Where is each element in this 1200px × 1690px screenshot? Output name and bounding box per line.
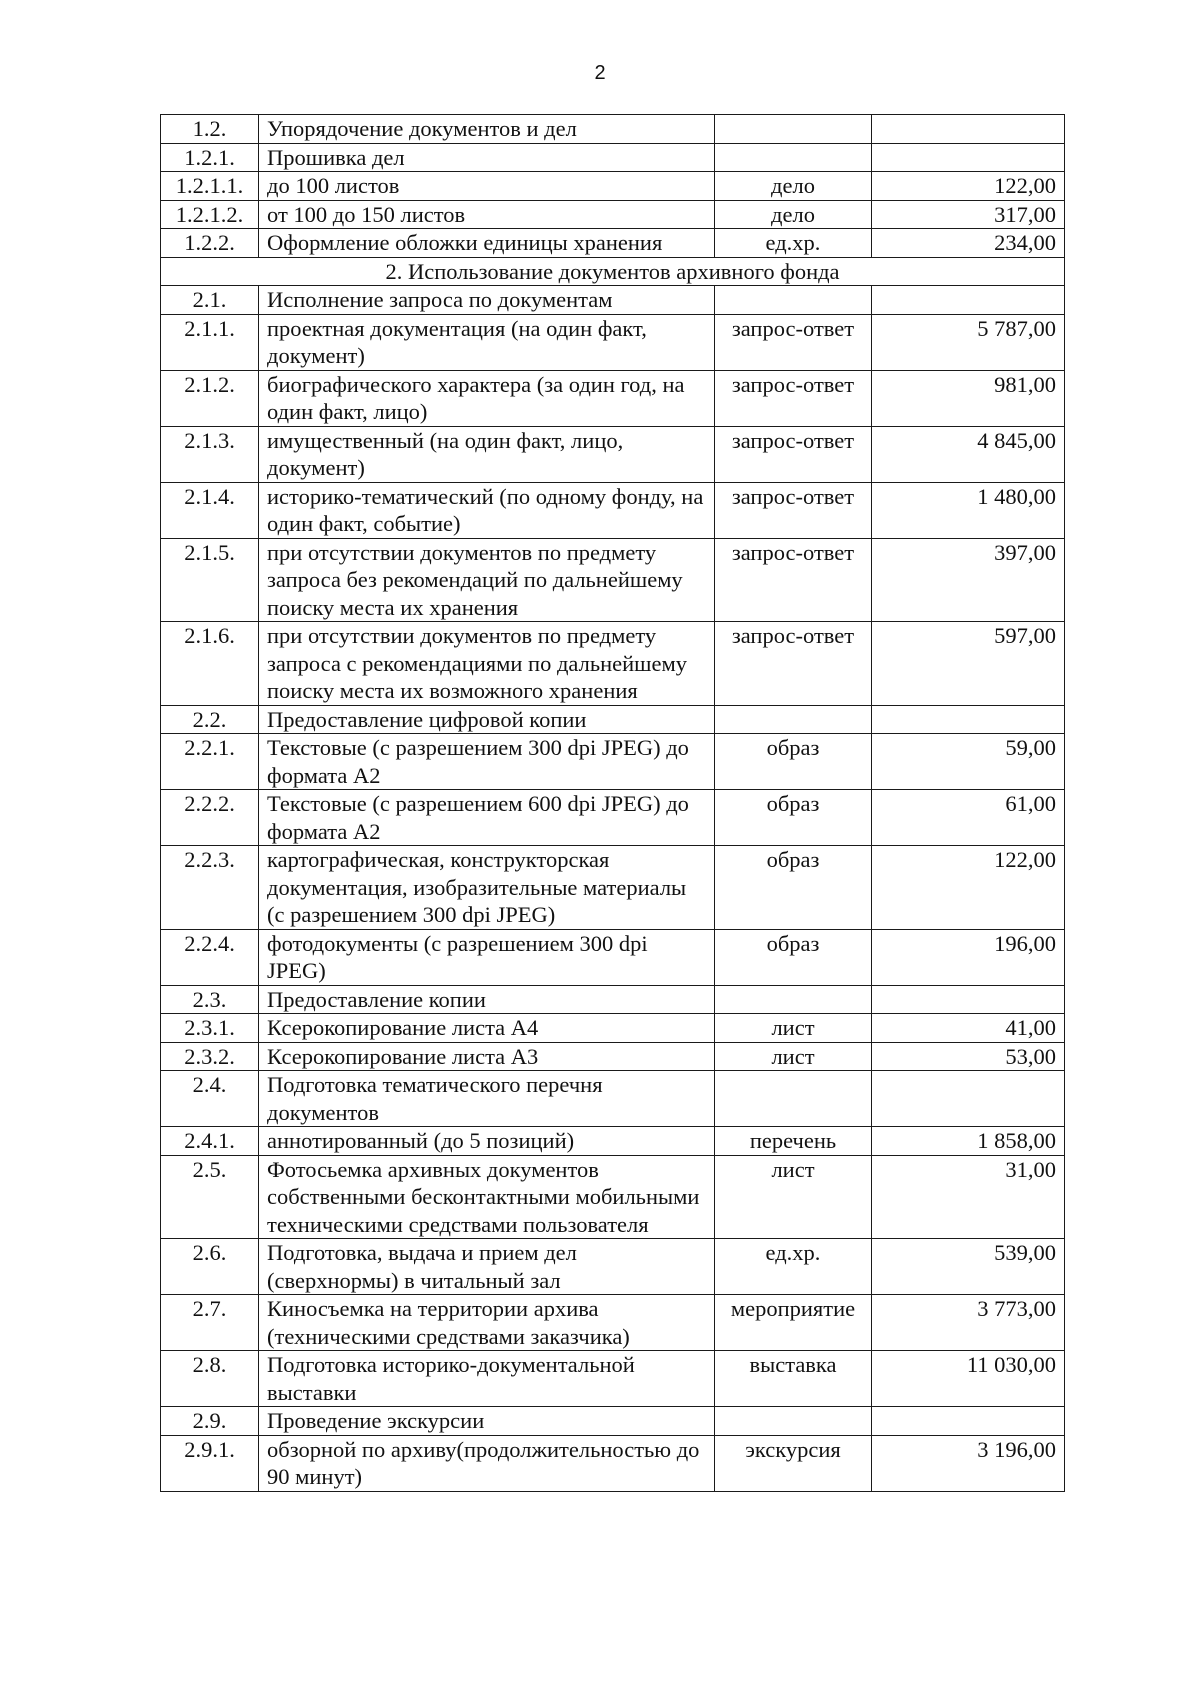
price-value: 397,00 — [872, 538, 1065, 622]
unit-of-measure: лист — [715, 1042, 872, 1071]
service-name: Фотосьемка архивных документов собственными бесконтактными мобильными техническими средствами пользователя — [259, 1155, 715, 1239]
price-value: 122,00 — [872, 846, 1065, 930]
table-row — [161, 1155, 1065, 1239]
unit-of-measure: лист — [715, 1014, 872, 1043]
table-row — [161, 482, 1065, 538]
table-row — [161, 314, 1065, 370]
service-name: при отсутствии документов по предмету запроса с рекомендациями по дальнейшему поиску места их возможного хранения — [259, 622, 715, 706]
unit-of-measure — [715, 1071, 872, 1127]
price-value: 1 858,00 — [872, 1127, 1065, 1156]
service-name: до 100 листов — [259, 172, 715, 201]
unit-of-measure: лист — [715, 1155, 872, 1239]
service-name: Исполнение запроса по документам — [259, 286, 715, 315]
row-number: 2.3.1. — [161, 1014, 259, 1043]
row-number: 2.5. — [161, 1155, 259, 1239]
service-name: обзорной по архиву(продолжительностью до 90 минут) — [259, 1435, 715, 1491]
table-row — [161, 790, 1065, 846]
tariff-table — [160, 114, 1065, 1492]
price-value: 234,00 — [872, 229, 1065, 258]
unit-of-measure: запрос-ответ — [715, 482, 872, 538]
service-name: Прошивка дел — [259, 143, 715, 172]
table-row — [161, 1127, 1065, 1156]
unit-of-measure: ед.хр. — [715, 229, 872, 258]
service-name: Киносъемка на территории архива (техническими средствами заказчика) — [259, 1295, 715, 1351]
row-number: 1.2.1.1. — [161, 172, 259, 201]
section-header-row — [161, 257, 1065, 286]
service-name: Подготовка тематического перечня документов — [259, 1071, 715, 1127]
price-value — [872, 985, 1065, 1014]
price-value: 31,00 — [872, 1155, 1065, 1239]
price-value: 3 196,00 — [872, 1435, 1065, 1491]
row-number: 2.3.2. — [161, 1042, 259, 1071]
table-row — [161, 734, 1065, 790]
service-name: Упорядочение документов и дел — [259, 115, 715, 144]
row-number: 2.1.5. — [161, 538, 259, 622]
row-number: 2.4.1. — [161, 1127, 259, 1156]
row-number: 2.1.3. — [161, 426, 259, 482]
service-name: Текстовые (с разрешением 600 dpi JPEG) до формата А2 — [259, 790, 715, 846]
price-value: 317,00 — [872, 200, 1065, 229]
unit-of-measure: образ — [715, 790, 872, 846]
table-row — [161, 985, 1065, 1014]
service-name: картографическая, конструкторская документация, изобразительные материалы (с разрешением 300 dpi JPEG) — [259, 846, 715, 930]
table-row — [161, 1014, 1065, 1043]
row-number: 2.9. — [161, 1407, 259, 1436]
row-number: 2.6. — [161, 1239, 259, 1295]
price-value: 196,00 — [872, 929, 1065, 985]
table-row — [161, 370, 1065, 426]
table-row — [161, 172, 1065, 201]
row-number: 1.2.2. — [161, 229, 259, 258]
table-row — [161, 538, 1065, 622]
table-row — [161, 929, 1065, 985]
service-name: Подготовка историко-документальной выставки — [259, 1351, 715, 1407]
row-number: 2.8. — [161, 1351, 259, 1407]
table-row — [161, 229, 1065, 258]
row-number: 2.2.4. — [161, 929, 259, 985]
table-row — [161, 1407, 1065, 1436]
service-name: от 100 до 150 листов — [259, 200, 715, 229]
unit-of-measure — [715, 705, 872, 734]
page-number: 2 — [594, 62, 606, 84]
service-name: Текстовые (с разрешением 300 dpi JPEG) до формата А2 — [259, 734, 715, 790]
row-number: 1.2. — [161, 115, 259, 144]
row-number: 2.2.2. — [161, 790, 259, 846]
unit-of-measure: запрос-ответ — [715, 314, 872, 370]
table-row — [161, 705, 1065, 734]
unit-of-measure — [715, 286, 872, 315]
table-row — [161, 1042, 1065, 1071]
unit-of-measure: дело — [715, 200, 872, 229]
table-row — [161, 143, 1065, 172]
unit-of-measure: дело — [715, 172, 872, 201]
row-number: 2.1.1. — [161, 314, 259, 370]
price-value — [872, 286, 1065, 315]
row-number: 2.4. — [161, 1071, 259, 1127]
table-row — [161, 846, 1065, 930]
unit-of-measure: запрос-ответ — [715, 426, 872, 482]
row-number: 2.2. — [161, 705, 259, 734]
row-number: 2.3. — [161, 985, 259, 1014]
price-value: 122,00 — [872, 172, 1065, 201]
price-value: 539,00 — [872, 1239, 1065, 1295]
unit-of-measure — [715, 1407, 872, 1436]
row-number: 2.1.2. — [161, 370, 259, 426]
table-row — [161, 1435, 1065, 1491]
row-number: 2.9.1. — [161, 1435, 259, 1491]
price-value — [872, 115, 1065, 144]
service-name: историко-тематический (по одному фонду, на один факт, событие) — [259, 482, 715, 538]
table-row — [161, 115, 1065, 144]
service-name: фотодокументы (с разрешением 300 dpi JPEG) — [259, 929, 715, 985]
row-number: 2.7. — [161, 1295, 259, 1351]
table-row — [161, 200, 1065, 229]
price-value — [872, 1407, 1065, 1436]
table-row — [161, 426, 1065, 482]
price-value — [872, 1071, 1065, 1127]
row-number: 2.2.3. — [161, 846, 259, 930]
price-value: 53,00 — [872, 1042, 1065, 1071]
table-row — [161, 1295, 1065, 1351]
price-value: 41,00 — [872, 1014, 1065, 1043]
price-value: 59,00 — [872, 734, 1065, 790]
service-name: Ксерокопирование листа А4 — [259, 1014, 715, 1043]
price-value: 11 030,00 — [872, 1351, 1065, 1407]
unit-of-measure: запрос-ответ — [715, 538, 872, 622]
service-name: Ксерокопирование листа А3 — [259, 1042, 715, 1071]
unit-of-measure: экскурсия — [715, 1435, 872, 1491]
price-value: 981,00 — [872, 370, 1065, 426]
row-number: 2.1. — [161, 286, 259, 315]
service-name: при отсутствии документов по предмету запроса без рекомендаций по дальнейшему поиску места их хранения — [259, 538, 715, 622]
row-number: 1.2.1.2. — [161, 200, 259, 229]
price-value: 4 845,00 — [872, 426, 1065, 482]
service-name: Проведение экскурсии — [259, 1407, 715, 1436]
unit-of-measure: ед.хр. — [715, 1239, 872, 1295]
price-value: 597,00 — [872, 622, 1065, 706]
table-row — [161, 1239, 1065, 1295]
price-value: 61,00 — [872, 790, 1065, 846]
unit-of-measure: перечень — [715, 1127, 872, 1156]
service-name: Подготовка, выдача и прием дел (сверхнормы) в читальный зал — [259, 1239, 715, 1295]
unit-of-measure: выставка — [715, 1351, 872, 1407]
service-name: Оформление обложки единицы хранения — [259, 229, 715, 258]
unit-of-measure: образ — [715, 929, 872, 985]
service-name: имущественный (на один факт, лицо, документ) — [259, 426, 715, 482]
table-row — [161, 622, 1065, 706]
unit-of-measure — [715, 143, 872, 172]
unit-of-measure — [715, 115, 872, 144]
tariff-table-body — [161, 115, 1065, 1492]
table-row — [161, 1351, 1065, 1407]
service-name: аннотированный (до 5 позиций) — [259, 1127, 715, 1156]
section-title: 2. Использование документов архивного фонда — [161, 257, 1065, 286]
unit-of-measure: запрос-ответ — [715, 370, 872, 426]
table-row — [161, 286, 1065, 315]
row-number: 2.2.1. — [161, 734, 259, 790]
table-row — [161, 1071, 1065, 1127]
row-number: 2.1.4. — [161, 482, 259, 538]
row-number: 1.2.1. — [161, 143, 259, 172]
row-number: 2.1.6. — [161, 622, 259, 706]
unit-of-measure: образ — [715, 734, 872, 790]
price-value — [872, 705, 1065, 734]
unit-of-measure: мероприятие — [715, 1295, 872, 1351]
unit-of-measure: запрос-ответ — [715, 622, 872, 706]
price-value: 3 773,00 — [872, 1295, 1065, 1351]
price-value — [872, 143, 1065, 172]
price-value: 5 787,00 — [872, 314, 1065, 370]
service-name: биографического характера (за один год, на один факт, лицо) — [259, 370, 715, 426]
unit-of-measure — [715, 985, 872, 1014]
service-name: Предоставление цифровой копии — [259, 705, 715, 734]
unit-of-measure: образ — [715, 846, 872, 930]
service-name: Предоставление копии — [259, 985, 715, 1014]
price-value: 1 480,00 — [872, 482, 1065, 538]
service-name: проектная документация (на один факт, документ) — [259, 314, 715, 370]
